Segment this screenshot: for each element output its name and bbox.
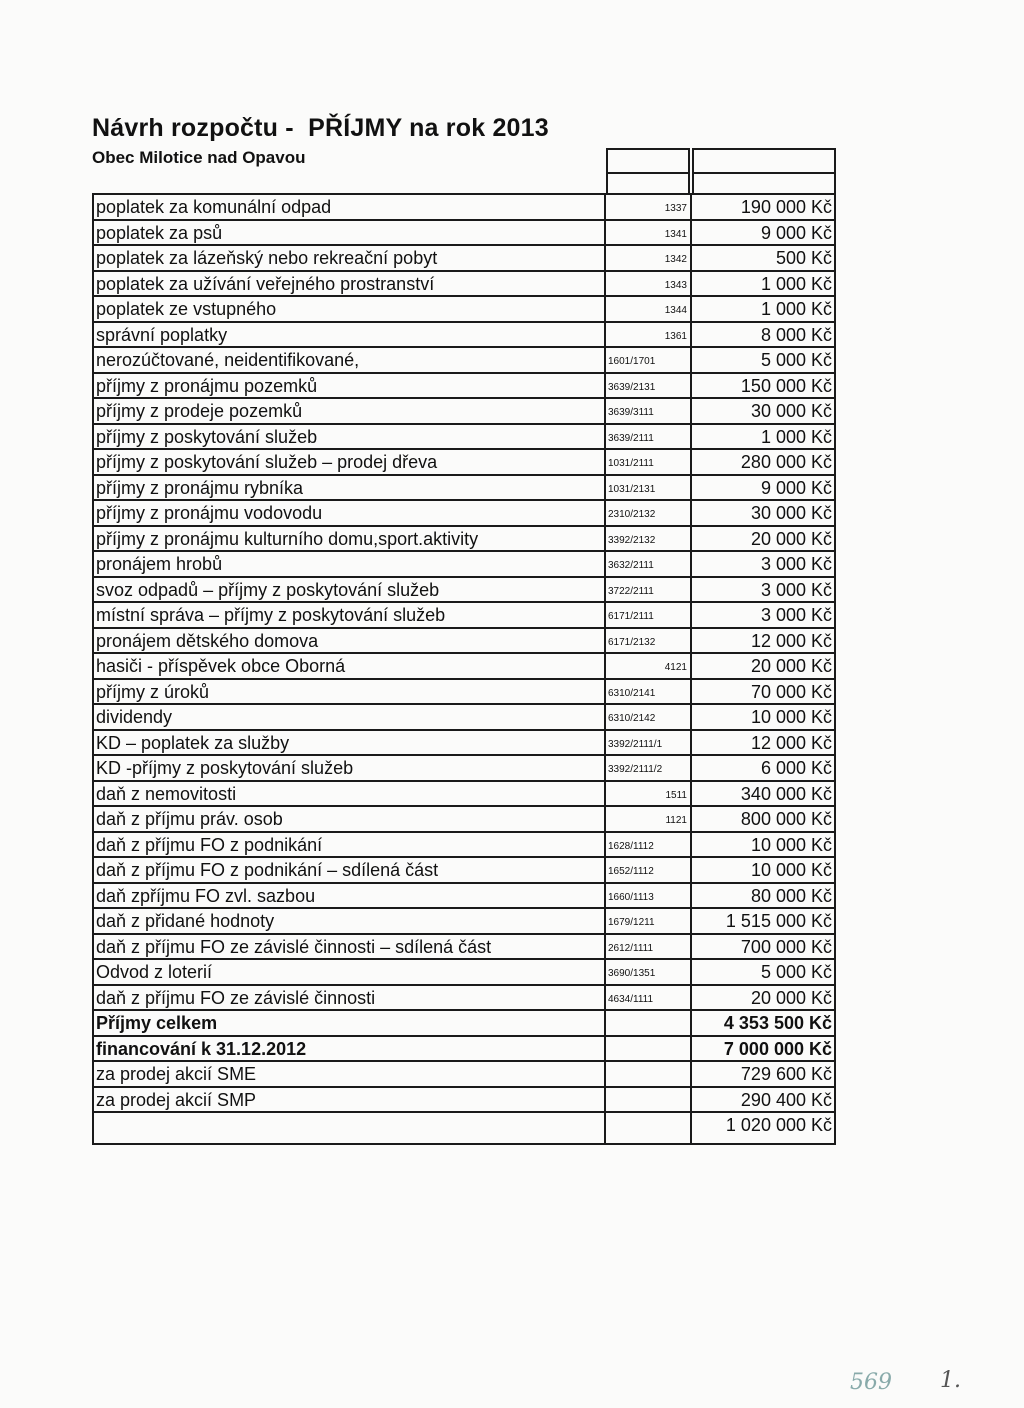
table-row	[94, 680, 834, 706]
row-label: příjmy z pronájmu kulturního domu,sport.aktivity	[94, 527, 606, 551]
table-row	[94, 909, 834, 935]
row-label: daň zpříjmu FO zvl. sazbou	[94, 884, 606, 908]
table-row	[94, 603, 834, 629]
table-row	[94, 1011, 834, 1037]
table-row	[94, 960, 834, 986]
row-amount: 10 000 Kč	[750, 860, 832, 880]
table-row	[94, 297, 834, 323]
row-code: 2612/1111	[606, 935, 692, 959]
row-amount: 3 000 Kč	[760, 579, 832, 600]
table-row	[94, 935, 834, 961]
row-label: správní poplatky	[94, 323, 606, 347]
row-code: 1343	[606, 272, 692, 296]
row-code: 1511	[606, 782, 692, 806]
row-label: KD -příjmy z poskytování služeb	[94, 756, 606, 780]
row-amount: 20 000 Kč	[750, 528, 832, 549]
row-amount: 80 000 Kč	[750, 885, 832, 906]
row-amount: 1 000 Kč	[760, 273, 832, 294]
row-amount: 8 000 Kč	[760, 324, 832, 345]
row-amount: 3 000 Kč	[760, 605, 832, 625]
table-row	[94, 807, 834, 833]
table-row	[94, 1062, 834, 1088]
row-code: 1031/2131	[606, 476, 692, 500]
row-amount: 6 000 Kč	[760, 758, 832, 778]
row-amount: 5 000 Kč	[760, 962, 832, 982]
row-label: příjmy z poskytování služeb	[94, 425, 606, 449]
row-amount: 729 600 Kč	[740, 1064, 832, 1084]
row-code: 3639/2131	[606, 374, 692, 398]
header-amount-box	[692, 148, 836, 193]
row-code: 3632/2111	[606, 552, 692, 576]
row-amount: 1 000 Kč	[760, 299, 832, 319]
row-code: 6310/2141	[606, 680, 692, 704]
row-code	[606, 1088, 692, 1112]
table-row	[94, 1088, 834, 1114]
row-amount: 290 400 Kč	[740, 1089, 832, 1110]
table-row	[94, 629, 834, 655]
row-amount: 1 020 000 Kč	[725, 1115, 832, 1135]
row-label	[94, 1113, 606, 1143]
row-amount: 20 000 Kč	[750, 656, 832, 676]
row-label: daň z nemovitosti	[94, 782, 606, 806]
row-code: 1031/2111	[606, 450, 692, 474]
row-amount: 1 515 000 Kč	[725, 911, 832, 931]
row-amount: 10 000 Kč	[750, 834, 832, 855]
row-code	[606, 1113, 692, 1143]
page-title: Návrh rozpočtu - PŘÍJMY na rok 2013	[92, 114, 549, 142]
row-code: 3392/2111/2	[606, 756, 692, 780]
row-amount: 4 353 500 Kč	[723, 1013, 832, 1033]
row-code: 1344	[606, 297, 692, 321]
row-label: poplatek ze vstupného	[94, 297, 606, 321]
table-row	[94, 501, 834, 527]
table-row	[94, 782, 834, 808]
row-code: 1361	[606, 323, 692, 347]
table-row	[94, 884, 834, 910]
header-code-box	[606, 148, 690, 193]
row-label: svoz odpadů – příjmy z poskytování služeb	[94, 578, 606, 602]
row-label: za prodej akcií SMP	[94, 1088, 606, 1112]
row-label: daň z příjmu FO z podnikání – sdílená část	[94, 858, 606, 882]
row-label: daň z příjmu FO ze závislé činnosti – sdílená část	[94, 935, 606, 959]
handwritten-note: 569	[850, 1370, 892, 1395]
row-code: 1601/1701	[606, 348, 692, 372]
row-amount: 30 000 Kč	[750, 503, 832, 523]
row-amount: 12 000 Kč	[750, 630, 832, 651]
table-row	[94, 246, 834, 272]
table-row	[94, 221, 834, 247]
table-row	[94, 858, 834, 884]
row-label: Příjmy celkem	[94, 1011, 606, 1035]
row-label: hasiči - příspěvek obce Oborná	[94, 654, 606, 678]
table-row	[94, 272, 834, 298]
row-code: 6171/2111	[606, 603, 692, 627]
table-row	[94, 476, 834, 502]
row-label: pronájem hrobů	[94, 552, 606, 576]
row-amount: 150 000 Kč	[740, 375, 832, 396]
row-label: místní správa – příjmy z poskytování služeb	[94, 603, 606, 627]
row-label: daň z přidané hodnoty	[94, 909, 606, 933]
row-amount: 5 000 Kč	[760, 350, 832, 370]
table-row	[94, 450, 834, 476]
row-amount: 9 000 Kč	[760, 222, 832, 243]
row-amount: 800 000 Kč	[740, 809, 832, 829]
table-row	[94, 527, 834, 553]
row-label: nerozúčtované, neidentifikované,	[94, 348, 606, 372]
row-label: příjmy z pronájmu rybníka	[94, 476, 606, 500]
row-code: 1342	[606, 246, 692, 270]
row-label: financování k 31.12.2012	[94, 1037, 606, 1061]
table-row	[94, 654, 834, 680]
row-label: příjmy z prodeje pozemků	[94, 399, 606, 423]
row-code: 3392/2132	[606, 527, 692, 551]
row-label: poplatek za lázeňský nebo rekreační pobyt	[94, 246, 606, 270]
table-row	[94, 705, 834, 731]
row-label: příjmy z úroků	[94, 680, 606, 704]
table-row	[94, 399, 834, 425]
row-code: 1679/1211	[606, 909, 692, 933]
row-code: 6310/2142	[606, 705, 692, 729]
budget-table	[92, 193, 836, 1145]
table-row	[94, 731, 834, 757]
row-label: poplatek za užívání veřejného prostranství	[94, 272, 606, 296]
table-row	[94, 756, 834, 782]
row-code	[606, 1011, 692, 1035]
row-label: dividendy	[94, 705, 606, 729]
row-code: 1337	[606, 195, 692, 219]
row-amount: 20 000 Kč	[750, 987, 832, 1008]
row-amount: 30 000 Kč	[750, 401, 832, 421]
row-amount: 70 000 Kč	[750, 681, 832, 702]
handwritten-page-number: 1.	[940, 1368, 961, 1393]
row-label: poplatek za komunální odpad	[94, 195, 606, 219]
row-code: 4121	[606, 654, 692, 678]
row-code: 4634/1111	[606, 986, 692, 1010]
row-label: Odvod z loterií	[94, 960, 606, 984]
row-label: příjmy z pronájmu vodovodu	[94, 501, 606, 525]
row-label: příjmy z poskytování služeb – prodej dřeva	[94, 450, 606, 474]
row-code: 1628/1112	[606, 833, 692, 857]
row-amount: 190 000 Kč	[740, 197, 832, 217]
table-row	[94, 1113, 834, 1143]
row-amount: 7 000 000 Kč	[723, 1038, 832, 1059]
table-row	[94, 552, 834, 578]
row-label: příjmy z pronájmu pozemků	[94, 374, 606, 398]
row-code	[606, 1062, 692, 1086]
table-row	[94, 833, 834, 859]
row-amount: 500 Kč	[775, 248, 832, 268]
row-code: 3690/1351	[606, 960, 692, 984]
row-label: daň z příjmu práv. osob	[94, 807, 606, 831]
row-label: KD – poplatek za služby	[94, 731, 606, 755]
row-code: 1652/1112	[606, 858, 692, 882]
row-amount: 9 000 Kč	[760, 477, 832, 498]
table-row	[94, 578, 834, 604]
row-code	[606, 1037, 692, 1061]
table-row	[94, 986, 834, 1012]
row-code: 1121	[606, 807, 692, 831]
table-row	[94, 195, 834, 221]
row-amount: 1 000 Kč	[760, 426, 832, 447]
row-label: poplatek za psů	[94, 221, 606, 245]
row-label: pronájem dětského domova	[94, 629, 606, 653]
row-label: za prodej akcií SME	[94, 1062, 606, 1086]
row-code: 1341	[606, 221, 692, 245]
page-subtitle: Obec Milotice nad Opavou	[92, 148, 306, 167]
table-row	[94, 348, 834, 374]
row-amount: 12 000 Kč	[750, 732, 832, 753]
row-label: daň z příjmu FO z podnikání	[94, 833, 606, 857]
row-code: 2310/2132	[606, 501, 692, 525]
table-row	[94, 374, 834, 400]
row-amount: 280 000 Kč	[740, 452, 832, 472]
row-code: 3392/2111/1	[606, 731, 692, 755]
table-row	[94, 323, 834, 349]
row-amount: 10 000 Kč	[750, 707, 832, 727]
table-row	[94, 1037, 834, 1063]
row-code: 1660/1113	[606, 884, 692, 908]
row-code: 6171/2132	[606, 629, 692, 653]
row-code: 3639/2111	[606, 425, 692, 449]
row-code: 3722/2111	[606, 578, 692, 602]
row-amount: 340 000 Kč	[740, 783, 832, 804]
table-row	[94, 425, 834, 451]
row-amount: 3 000 Kč	[760, 554, 832, 574]
row-code: 3639/3111	[606, 399, 692, 423]
row-label: daň z příjmu FO ze závislé činnosti	[94, 986, 606, 1010]
row-amount: 700 000 Kč	[740, 936, 832, 957]
